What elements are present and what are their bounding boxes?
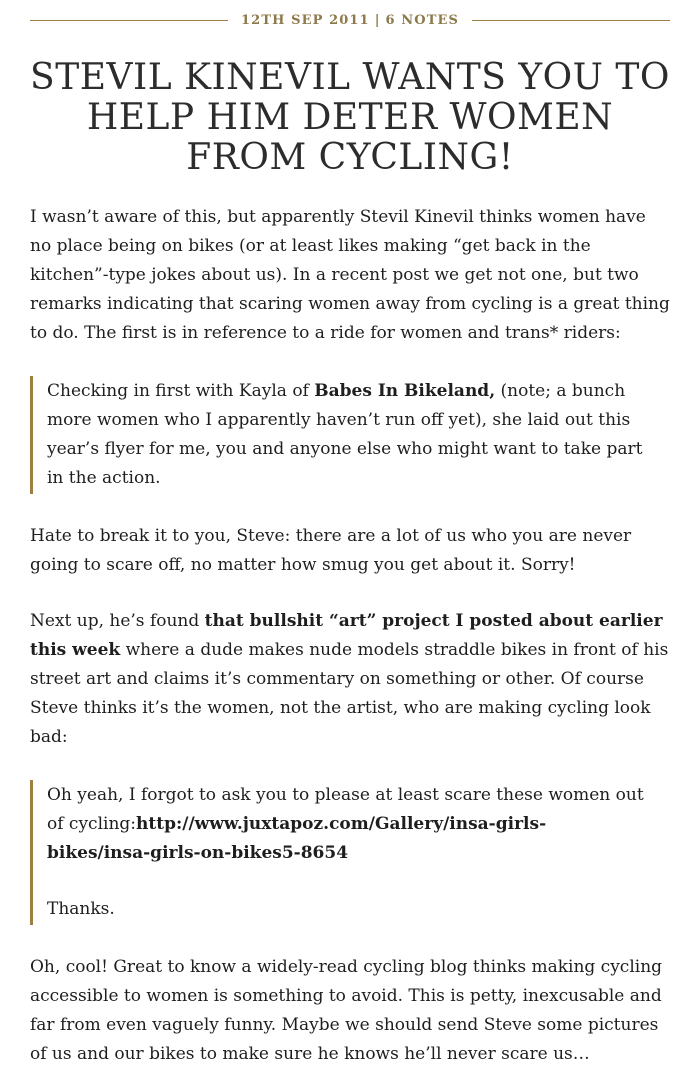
quote-text-pre: Oh yeah, I forgot to ask you to please at least scare these women out of cycling: <box>47 785 644 834</box>
quote-paragraph <box>47 377 644 493</box>
quote-thanks: Thanks. <box>47 899 115 919</box>
art-project-link[interactable]: that bullshit “art” project I posted about earlier this week <box>30 611 663 660</box>
meta-separator: | <box>374 13 381 28</box>
quote-paragraph <box>47 781 644 868</box>
paragraph-closing: Oh, cool! Great to know a widely-read cycling blog thinks making cycling accessible to women is something to avoid. This is petty, inexcusable and far from even vaguely funny. Maybe we should send Steve some pictures of us and our bikes to make sure he knows he’ll never scare us… <box>30 957 663 1064</box>
paragraph-text-pre: Next up, he’s found <box>30 611 205 631</box>
post-date-notes-link[interactable] <box>241 13 459 28</box>
paragraph-hate-to-break: Hate to break it to you, Steve: there are a lot of us who you are never going to scare off, no matter how smug you get about it. Sorry! <box>30 526 632 575</box>
babes-in-bikeland-link[interactable]: Babes In Bikeland, <box>314 381 496 401</box>
quote-babes-in-bikeland <box>30 376 670 494</box>
paragraph-intro: I wasn’t aware of this, but apparently Stevil Kinevil thinks women have no place being on bikes (or at least likes making “get back in the kitchen”-type jokes about us). In a recent post we get not one, but two remarks indicating that scaring women away from cycling is a great thing to do. The first is in reference to a ride for women and trans* riders: <box>30 207 670 343</box>
post-meta <box>30 13 670 28</box>
quote-text-post: (note; a bunch more women who I apparently haven’t run off yet), she laid out this year’s flyer for me, you and anyone else who might want to take part in the action. <box>47 381 643 488</box>
quote-juxtapoz <box>30 780 670 925</box>
paragraph-text-post: where a dude makes nude models straddle bikes in front of his street art and claims it’s commentary on something or other. Of course Steve thinks it’s the women, not the artist, who are making cycling look bad: <box>30 640 669 747</box>
post-date: 12TH SEP 2011 <box>241 13 370 28</box>
quote-text-pre: Checking in first with Kayla of <box>47 381 315 401</box>
post-notes-count: 6 NOTES <box>385 13 459 28</box>
paragraph-next-up <box>30 607 670 752</box>
juxtapoz-url-link[interactable]: http://www.juxtapoz.com/Gallery/insa-girls-bikes/insa-girls-on-bikes5-8654 <box>47 814 547 863</box>
meta-rule-left <box>30 20 228 21</box>
post-title[interactable]: STEVIL KINEVIL WANTS YOU TO HELP HIM DETER WOMEN FROM CYCLING! <box>30 57 670 178</box>
meta-rule-right <box>472 20 670 21</box>
